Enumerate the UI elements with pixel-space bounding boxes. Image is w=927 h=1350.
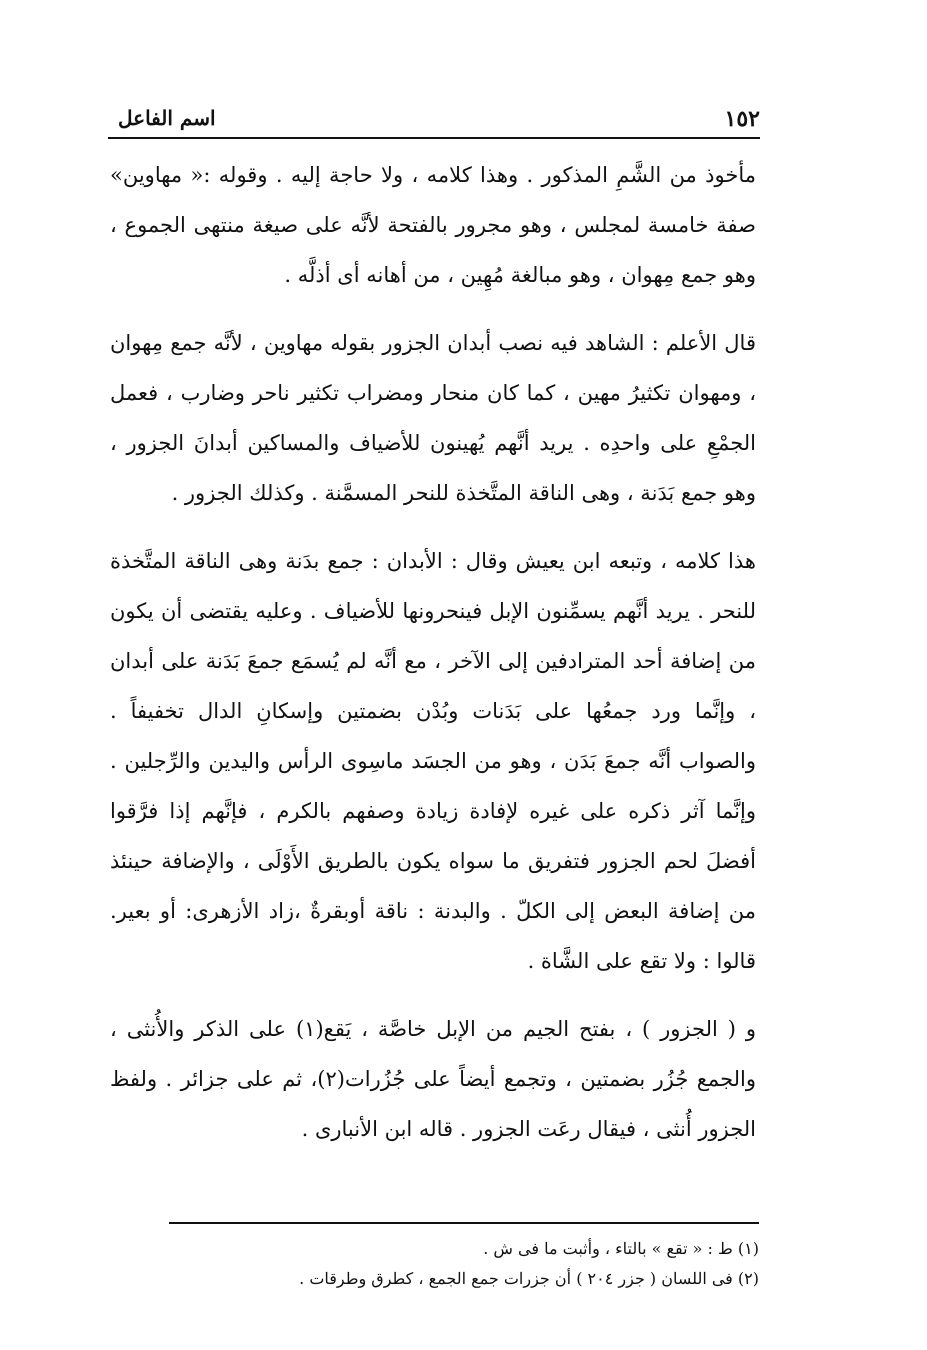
footnotes xyxy=(169,1234,759,1294)
paragraph-2: قال الأعلم : الشاهد فيه نصب أبدان الجزور بقوله مهاوين ، لأنَّه جمع مِهوان ، ومهوان تكثيرُ مهين ، كما كان منحار ومضراب تكثير ناحر وضارب ، فعمل الجمْعِ على واحدِه . يريد أنَّهم يُهينون للأضياف والمساكين أبدانَ الجزور ، وهو جمع بَدَنة ، وهى الناقة المتَّخذة للنحر المسمَّنة . وكذلك الجزور . xyxy=(110,331,756,505)
chapter-title: اسم الفاعل xyxy=(118,106,216,130)
paragraph-1: مأخوذ من الشَّمِ المذكور . وهذا كلامه ، ولا حاجة إليه . وقوله :« مهاوين» صفة خامسة لمجلس ، وهو مجرور بالفتحة لأنَّه على صيغة منتهى الجموع ، وهو جمع مِهوان ، وهو مبالغة مُهِين ، من أهانه أى أذلَّه . xyxy=(110,163,756,287)
main-text xyxy=(110,150,756,1154)
paragraph-3: هذا كلامه ، وتبعه ابن يعيش وقال : الأبدان : جمع بدَنة وهى الناقة المتَّخذة للنحر . يريد أنَّهم يسمِّنون الإبل فينحرونها للأضياف . وعليه يقتضى أن يكون من إضافة أحد المترادفين إلى الآخر ، مع أنَّه لم يُسمَع جمعَ بَدَنة على أبدان ، وإنَّما ورد جمعُها على بَدَنات وبُدْن بضمتين وإسكانِ الدال تخفيفاً . والصواب أنَّه جمعَ بَدَن ، وهو من الجسَد ماسِوى الرأس واليدين والرِّجلين . وإنَّما آثر ذكره على غيره لإفادة زيادة وصفهم بالكرم ، فإنَّهم إذا فرَّقوا أفضلَ لحم الجزور فتفريق ما سواه يكون بالطريق الأَوْلَى ، والإضافة حينئذ من إضافة البعض إلى الكلّ . والبدنة : ناقة أوبقرةٌ ،زاد الأزهرى: أو بعير. قالوا : ولا تقع على الشَّاة . xyxy=(110,549,756,973)
footnote-1: (١) ط : « تقع » بالتاء ، وأثبت ما فى ش . xyxy=(483,1239,759,1258)
page-number: ١٥٢ xyxy=(724,106,760,132)
footnote-2: (٢) فى اللسان ( جزر ٢٠٤ ) أن جزرات جمع الجمع ، كطرق وطرقات . xyxy=(299,1269,759,1288)
paragraph-4: و ( الجزور ) ، بفتح الجيم من الإبل خاصَّة ، يَقع(١) على الذكر والأُنثى ، والجمع جُزُر بضمتين ، وتجمع أيضاً على جُزُرات(٢)، ثم على جزائر . ولفظ الجزور أُنثى ، فيقال رعَت الجزور . قاله ابن الأنبارى . xyxy=(110,1017,757,1141)
header-rule xyxy=(108,137,760,139)
running-head xyxy=(108,104,760,138)
footnote-rule xyxy=(169,1222,759,1224)
